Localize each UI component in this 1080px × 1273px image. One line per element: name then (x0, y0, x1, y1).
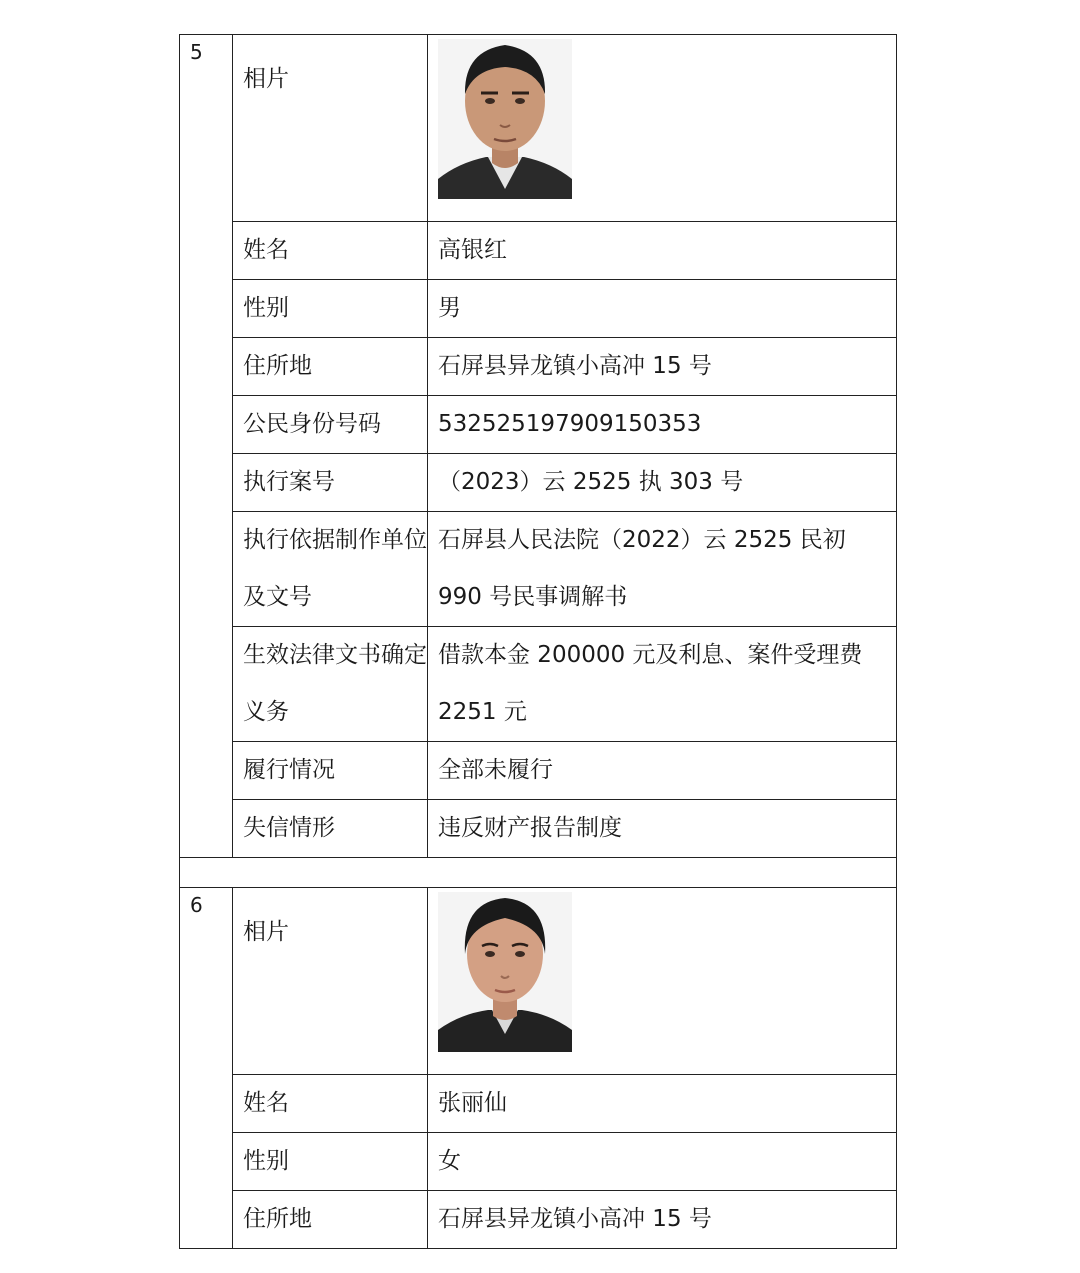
photo-cell (428, 35, 897, 222)
record-index: 6 (180, 888, 233, 1249)
photo-row (180, 888, 897, 1075)
address-value: 石屏县异龙镇小高冲 15 号 (428, 338, 897, 396)
basis-row (180, 512, 897, 627)
gender-value: 女 (428, 1133, 897, 1191)
name-value: 张丽仙 (428, 1075, 897, 1133)
name-row (180, 1075, 897, 1133)
gender-label: 性别 (233, 280, 428, 338)
address-label: 住所地 (233, 1191, 428, 1249)
record-index: 5 (180, 35, 233, 858)
dishonesty-label: 失信情形 (233, 800, 428, 858)
performance-row (180, 742, 897, 800)
photo-row (180, 35, 897, 222)
performance-label: 履行情况 (233, 742, 428, 800)
gender-value: 男 (428, 280, 897, 338)
address-row (180, 338, 897, 396)
address-label: 住所地 (233, 338, 428, 396)
name-label: 姓名 (233, 1075, 428, 1133)
gender-row (180, 280, 897, 338)
id-number-value: 532525197909150353 (428, 396, 897, 454)
address-row (180, 1191, 897, 1249)
obligation-label: 生效法律文书确定义务 (233, 627, 428, 742)
gender-row (180, 1133, 897, 1191)
obligation-value: 借款本金 200000 元及利息、案件受理费 2251 元 (428, 627, 897, 742)
id-number-label: 公民身份号码 (233, 396, 428, 454)
record-separator (179, 858, 897, 887)
case-number-label: 执行案号 (233, 454, 428, 512)
person-record-5 (179, 34, 897, 858)
address-value: 石屏县异龙镇小高冲 15 号 (428, 1191, 897, 1249)
photo-label: 相片 (233, 35, 428, 222)
case-number-row (180, 454, 897, 512)
photo-label: 相片 (233, 888, 428, 1075)
photo-cell (428, 888, 897, 1075)
dishonesty-row (180, 800, 897, 858)
person-record-6 (179, 887, 897, 1249)
case-number-value: （2023）云 2525 执 303 号 (428, 454, 897, 512)
male-portrait-icon (438, 39, 572, 199)
name-row (180, 222, 897, 280)
document-page (179, 34, 897, 1249)
dishonesty-value: 违反财产报告制度 (428, 800, 897, 858)
female-portrait-icon (438, 892, 572, 1052)
gender-label: 性别 (233, 1133, 428, 1191)
basis-label: 执行依据制作单位及文号 (233, 512, 428, 627)
basis-value: 石屏县人民法院（2022）云 2525 民初 990 号民事调解书 (428, 512, 897, 627)
name-label: 姓名 (233, 222, 428, 280)
obligation-row (180, 627, 897, 742)
performance-value: 全部未履行 (428, 742, 897, 800)
name-value: 高银红 (428, 222, 897, 280)
id-number-row (180, 396, 897, 454)
